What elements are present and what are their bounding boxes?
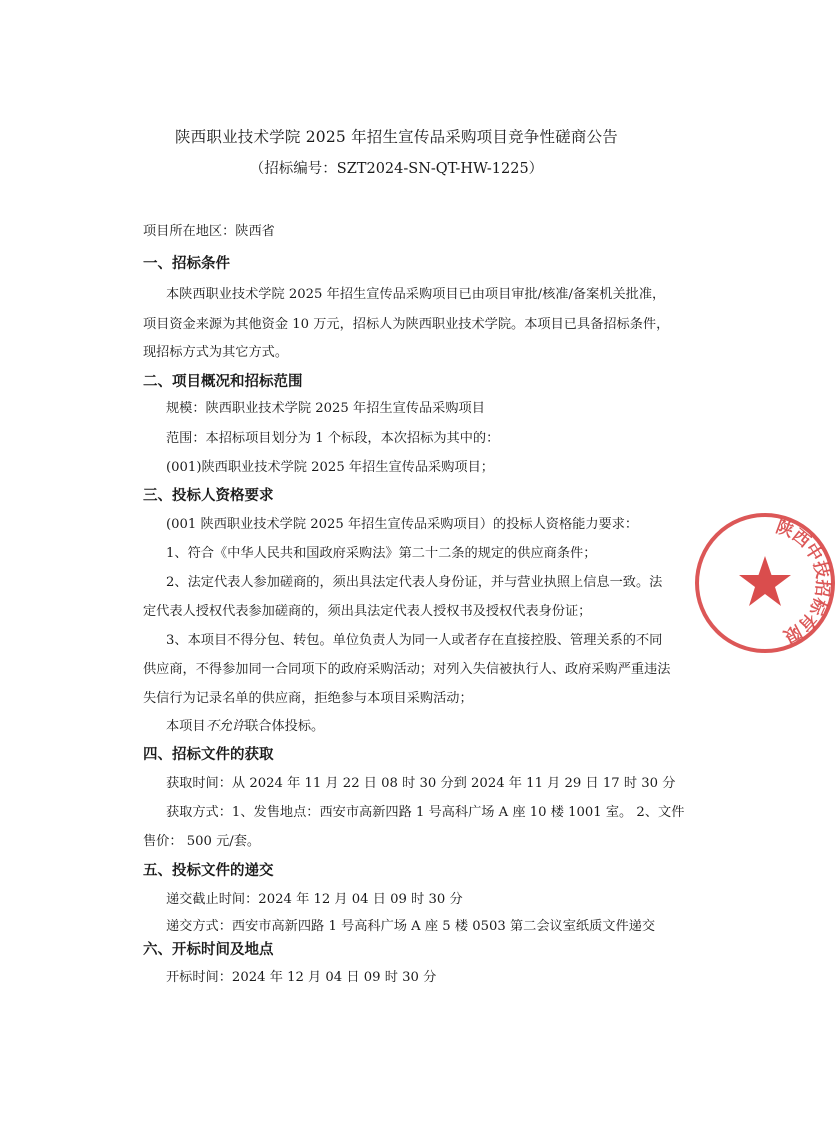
paragraph-line: (001 陕西职业技术学院 2025 年招生宣传品采购项目）的投标人资格能力要求：	[166, 517, 639, 532]
paragraph-line: 2、法定代表人参加磋商的，须出具法定代表人身份证，并与营业执照上信息一致。法	[166, 575, 663, 590]
paragraph-line: 项目资金来源为其他资金 10 万元，招标人为陕西职业技术学院。本项目已具备招标条件，	[143, 317, 670, 332]
paragraph-line: 递交方式：西安市高新四路 1 号高科广场 A 座 5 楼 0503 第二会议室纸质文件递交	[166, 919, 656, 934]
paragraph-line: 获取方式：1、发售地点：西安市高新四路 1 号高科广场 A 座 10 楼 1001 室。 2、文件	[166, 805, 685, 820]
text-span: 联合体投标。	[245, 719, 325, 734]
text-span: 本项目	[166, 719, 206, 734]
paragraph-line: 失信行为记录名单的供应商，拒绝参与本项目采购活动；	[143, 691, 473, 706]
paragraph-line: 本陕西职业技术学院 2025 年招生宣传品采购项目已由项目审批/核准/备案机关批准，	[166, 287, 666, 302]
star-icon	[739, 556, 791, 606]
project-region: 项目所在地区：陕西省	[143, 224, 275, 239]
paragraph-line: 售价： 500 元/套。	[143, 834, 261, 849]
seal-text: 陕西中技招标有限	[773, 517, 833, 646]
paragraph-line: 规模：陕西职业技术学院 2025 年招生宣传品采购项目	[166, 401, 485, 416]
emphasis-text: 不允许	[205, 719, 246, 734]
section-heading: 四、招标文件的获取	[143, 747, 274, 763]
paragraph-line: 供应商，不得参加同一合同项下的政府采购活动；对列入失信被执行人、政府采购严重违法	[143, 662, 671, 677]
paragraph-line: 开标时间：2024 年 12 月 04 日 09 时 30 分	[166, 970, 437, 985]
section-heading: 一、招标条件	[143, 256, 230, 272]
paragraph-line: 递交截止时间：2024 年 12 月 04 日 09 时 30 分	[166, 892, 463, 907]
paragraph-line: 范围：本招标项目划分为 1 个标段，本次招标为其中的：	[166, 431, 500, 446]
section-heading: 六、开标时间及地点	[143, 942, 274, 958]
company-seal	[690, 508, 840, 658]
paragraph-line: 获取时间：从 2024 年 11 月 22 日 08 时 30 分到 2024 年 11 月 29 日 17 时 30 分	[166, 776, 676, 791]
paragraph-line: 1、符合《中华人民共和国政府采购法》第二十二条的规定的供应商条件；	[166, 546, 597, 561]
paragraph-line: (001)陕西职业技术学院 2025 年招生宣传品采购项目；	[166, 460, 494, 475]
paragraph-line: 3、本项目不得分包、转包。单位负责人为同一人或者存在直接控股、管理关系的不同	[166, 633, 663, 648]
section-heading: 二、项目概况和招标范围	[143, 374, 303, 390]
section-heading: 三、投标人资格要求	[143, 488, 274, 504]
paragraph-line: 定代表人授权代表参加磋商的，须出具法定代表人授权书及授权代表身份证；	[143, 604, 592, 619]
section-heading: 五、投标文件的递交	[143, 863, 274, 879]
bid-number: （招标编号：SZT2024-SN-QT-HW-1225）	[249, 161, 544, 177]
paragraph-line	[166, 718, 324, 736]
paragraph-line: 现招标方式为其它方式。	[143, 345, 289, 360]
document-title: 陕西职业技术学院 2025 年招生宣传品采购项目竞争性磋商公告	[174, 128, 618, 146]
